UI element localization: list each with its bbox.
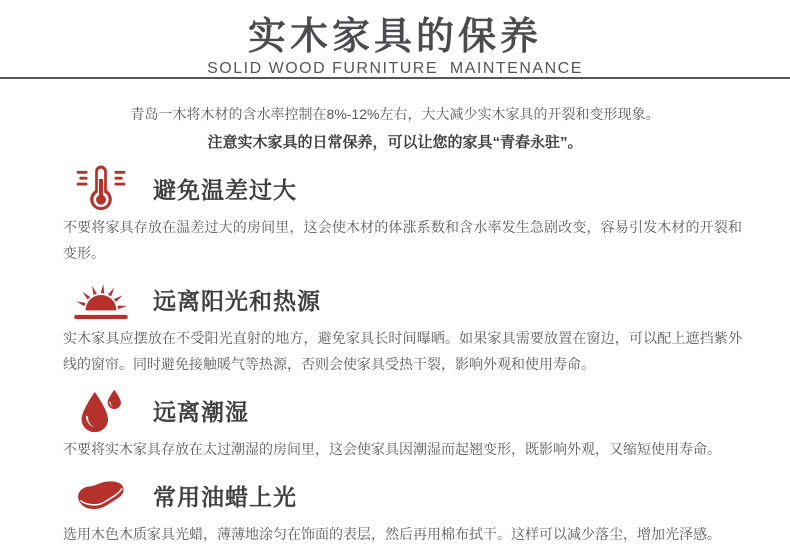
section-sunlight	[63, 275, 742, 377]
section-heading: 远离阳光和热源	[153, 287, 321, 314]
section-heading: 常用油蜡上光	[153, 483, 297, 510]
intro-line-2: 注意实木家具的日常保养，可以让您的家具“青春永驻”。	[207, 134, 583, 151]
section-wax-header	[63, 471, 742, 519]
section-heading: 远离潮湿	[153, 398, 249, 425]
section-sunlight-header	[63, 275, 742, 323]
wax-icon	[70, 474, 132, 517]
intro-line-1: 青岛一木将木材的含水率控制在8%-12%左右，大大减少实木家具的开裂和变形现象。	[130, 106, 660, 122]
section-body: 选用木色木质家具光蜡，薄薄地涂匀在饰面的表层，然后再用棉布拭干。这样可以减少落尘，增加光泽感。	[63, 526, 721, 542]
section-temperature-header	[63, 164, 742, 212]
header	[0, 0, 790, 79]
section-body: 不要将家具存放在温差过大的房间里，这会使木材的体涨系数和含水率发生急剧改变，容易引发木材的开裂和变形。	[63, 219, 742, 261]
section-body: 实木家具应摆放在不受阳光直射的地方，避免家具长时间曝晒。如果家具需要放置在窗边，可以配上遮挡紫外线的窗帘。同时避免接触暖气等热源，否则会使家具受热干裂，影响外观和使用寿命。	[63, 330, 742, 372]
page-title: 实木家具的保养	[247, 16, 542, 58]
intro	[0, 105, 790, 152]
sun-icon	[70, 277, 132, 322]
section-heading: 避免温差过大	[153, 176, 297, 203]
page-subtitle: SOLID WOOD FURNITURE MAINTENANCE	[207, 60, 583, 77]
section-temperature	[63, 164, 742, 266]
thermometer-icon	[70, 164, 132, 212]
section-wax	[63, 471, 742, 547]
section-body: 不要将实木家具存放在太过潮湿的房间里，这会使家具因潮湿而起翘变形，既影响外观，又缩短使用寿命。	[63, 441, 721, 457]
section-moisture-header	[63, 386, 742, 434]
sections	[0, 164, 790, 547]
water-drop-icon	[70, 388, 132, 433]
section-moisture	[63, 386, 742, 462]
